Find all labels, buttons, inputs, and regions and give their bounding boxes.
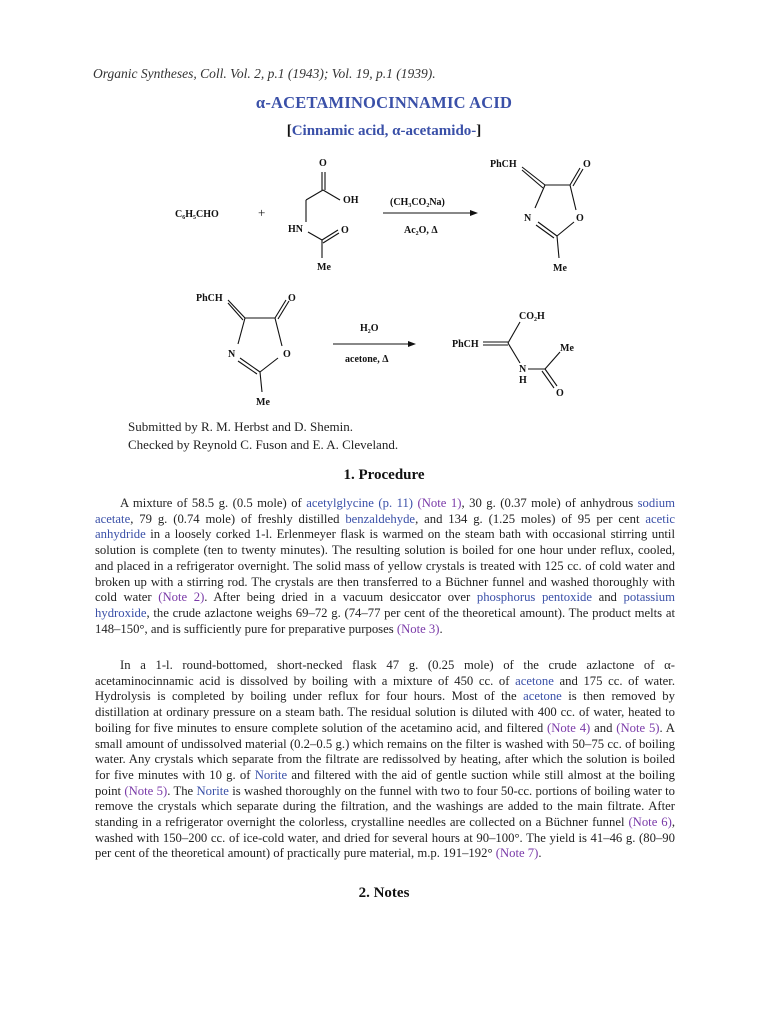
body-text: in a loosely corked 1-l. Erlenmeyer flask is warmed on the steam bath with occasional stirring until solution is complete (ten to twenty minutes). The resulting solution is boiled for one hour under reflux, cooled, and placed in a refrigerator overnight. The solid mass of yellow crystals is treated with 125 cc. of cold water and broken up with a stirring rod. The crystals are then transferred to a Büchner funnel and washed thoroughly with cold water xyxy=(95,527,675,605)
body-text: and filtered with the aid of gentle suction while still almost at the boiling point xyxy=(95,767,675,798)
credits xyxy=(128,418,398,453)
benzaldehyde-label: C₆H₅CHO xyxy=(175,209,219,220)
glycine-oh: OH xyxy=(343,195,359,206)
body-text: and xyxy=(591,590,624,605)
reaction-scheme xyxy=(0,150,768,410)
azlactone-o-top: O xyxy=(583,159,591,170)
azlactone2-n: N xyxy=(228,349,236,360)
reagent-top-1: (CH₃CO₂Na) xyxy=(390,197,445,208)
chemical-link[interactable]: acetic anhydride xyxy=(95,511,675,542)
body-text: , 30 g. (0.37 mole) of anhydrous xyxy=(461,496,638,510)
page-subtitle xyxy=(0,123,768,140)
note-link[interactable]: (Note 5) xyxy=(124,783,168,798)
body-text: is washed thoroughly on the funnel with two to four 50-cc. portions of boiling water to remove the crystals which separate during the filtration, and the washings are added to the main filtrate. After standing in a refrigerator overnight the colorless, crystalline needles are collected on a Büchner funnel xyxy=(95,783,675,830)
chemical-link[interactable]: phosphorus pentoxide xyxy=(476,590,592,605)
azlactone-me: Me xyxy=(553,263,567,274)
submitted-by: Submitted by R. M. Herbst and D. Shemin. xyxy=(128,419,353,434)
chemical-link[interactable]: acetylglycine (p. 11) xyxy=(306,496,414,510)
reagent-top-2: H₂O xyxy=(360,323,379,334)
body-text: In a 1-l. round-bottomed, short-necked flask 47 g. (0.25 mole) of the crude azlactone of α-acetaminocinnamic acid is dissolved by boiling with a mixture of 450 cc. of xyxy=(95,658,675,688)
azlactone2-me: Me xyxy=(256,397,270,408)
product-n: N xyxy=(519,364,527,375)
product-o: O xyxy=(556,388,564,399)
notes-heading: 2. Notes xyxy=(358,885,410,901)
reagent-bottom-1: Ac₂O, Δ xyxy=(404,225,438,236)
chemical-link[interactable]: Norite xyxy=(196,783,229,798)
azlactone2-o-top: O xyxy=(288,293,296,304)
product-phch: PhCH xyxy=(452,339,479,350)
procedure-heading: 1. Procedure xyxy=(343,467,425,483)
citation: Organic Syntheses, Coll. Vol. 2, p.1 (1943); Vol. 19, p.1 (1939). xyxy=(93,66,436,81)
body-text: and 175 cc. of water. Hydrolysis is completed by boiling under reflux for four hours. Most of the xyxy=(95,673,675,704)
azlactone-o-ring: O xyxy=(576,213,584,224)
chemical-link[interactable]: sodium acetate xyxy=(95,496,675,526)
azlactone2-o-ring: O xyxy=(283,349,291,360)
body-text: and xyxy=(590,720,617,735)
azlactone-phch: PhCH xyxy=(490,159,517,170)
note-link[interactable]: (Note 7) xyxy=(495,846,539,861)
note-link[interactable]: (Note 1) xyxy=(417,496,462,510)
procedure-paragraph-1 xyxy=(95,496,675,637)
body-text: , and 134 g. (1.25 moles) of 95 per cent xyxy=(415,511,646,526)
body-text: , washed with 150–200 cc. of ice-cold water, and dried for several hours at 90–100°. The yield is 41–46 g. (80–90 per cent of the theoretical amount) of practically pure material, m.p. 191–192° xyxy=(95,815,675,861)
body-text: . xyxy=(538,846,542,861)
subtitle-link[interactable]: Cinnamic acid, α-acetamido- xyxy=(291,123,477,139)
glycine-carbonyl-o: O xyxy=(341,225,349,236)
body-text: , 79 g. (0.74 mole) of freshly distilled xyxy=(130,511,346,526)
procedure-paragraph-2 xyxy=(95,658,675,862)
checked-by: Checked by Reynold C. Fuson and E. A. Cleveland. xyxy=(128,436,399,452)
chemical-link[interactable]: benzaldehyde xyxy=(345,511,416,526)
product-me: Me xyxy=(560,343,574,354)
note-link[interactable]: (Note 3) xyxy=(396,621,440,636)
note-link[interactable]: (Note 2) xyxy=(158,590,205,605)
subtitle-bracket-close: ] xyxy=(476,123,482,139)
subtitle-bracket-open: [ xyxy=(286,123,292,139)
chemical-link[interactable]: potassium hydroxide xyxy=(95,590,675,620)
body-text: . xyxy=(439,621,443,636)
azlactone-start-structure xyxy=(228,300,289,392)
chemical-link[interactable]: Norite xyxy=(254,767,288,782)
body-text: . After being dried in a vacuum desiccator over xyxy=(204,590,477,605)
acetylglycine-structure xyxy=(306,172,340,258)
glycine-o: O xyxy=(319,158,327,169)
azlactone-n: N xyxy=(524,213,532,224)
note-link[interactable]: (Note 6) xyxy=(628,815,672,830)
body-text: . The xyxy=(167,783,197,798)
body-text: . A small amount of undissolved material (0.2–0.5 g.) which remains on the filter is washed with 50–75 cc. of boiling water. Any crystals which separate from the filtrate are redissolved by heating, after which the solution is boiled for five minutes with 10 g. of xyxy=(95,720,675,782)
glycine-hn: HN xyxy=(288,224,303,235)
body-text: , the crude azlactone weighs 69–72 g. (74–77 per cent of the theoretical amount). The product melts at 148–150°, and is sufficiently pure for preparative purposes xyxy=(95,605,675,636)
note-link[interactable]: (Note 4) xyxy=(546,720,591,735)
glycine-me: Me xyxy=(317,262,331,273)
product-h: H xyxy=(519,375,527,386)
plus-sign: + xyxy=(258,205,266,220)
reagent-bottom-2: acetone, Δ xyxy=(345,354,389,365)
product-co2h: CO₂H xyxy=(519,311,545,322)
page-title: α-ACETAMINOCINNAMIC ACID xyxy=(255,93,513,112)
body-text: is then removed by distillation at ordinary pressure on a steam bath. The residual solution is diluted with 400 cc. of water, heated to boiling for five minutes to ensure complete solution of the acetamino acid, and filtered xyxy=(95,689,675,735)
note-link[interactable]: (Note 5) xyxy=(616,720,660,735)
body-text: A mixture of 58.5 g. (0.5 mole) of xyxy=(120,496,307,510)
chemical-link[interactable]: acetone xyxy=(523,689,562,704)
azlactone2-phch: PhCH xyxy=(196,293,223,304)
chemical-link[interactable]: acetone xyxy=(515,673,554,688)
